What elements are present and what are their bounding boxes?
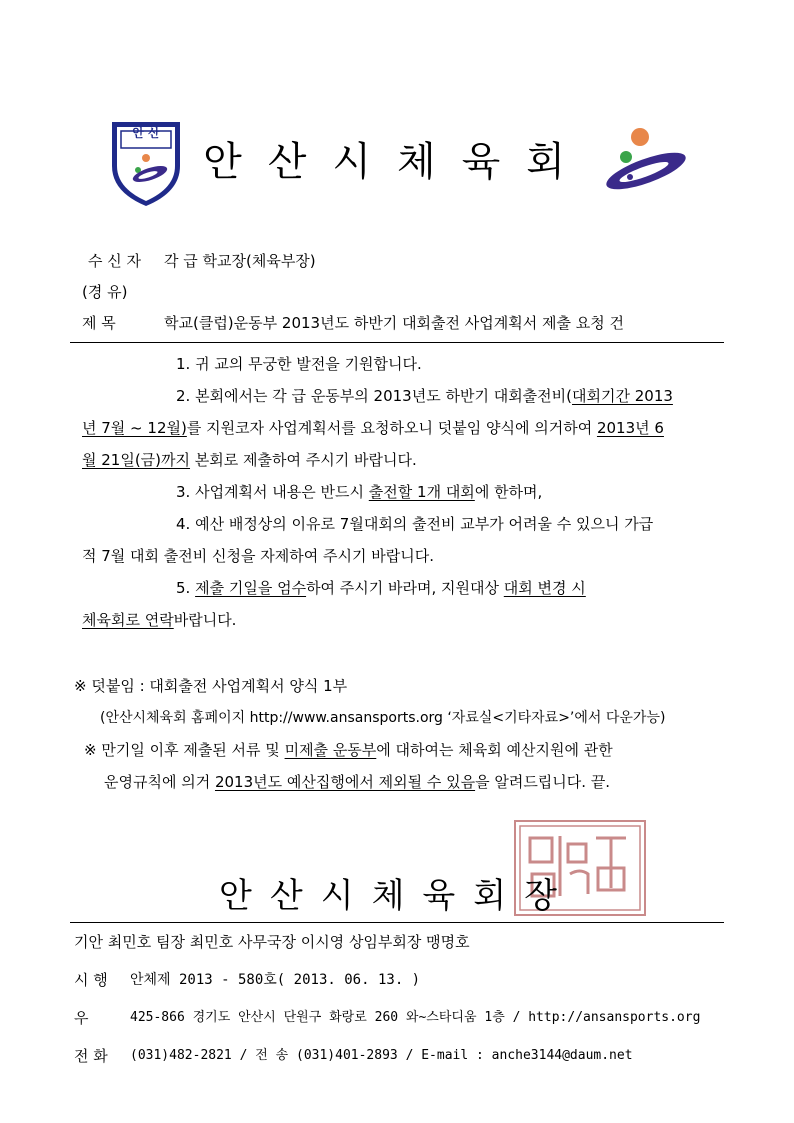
signature-title: 안산시체육회장 [219,876,575,916]
recipient: 각 급 학교장(체육부장) [164,252,316,270]
recipient-label: 수 신 자 [88,252,142,270]
p5-text-c: 바랍니다. [173,611,237,629]
p2-text-a: 2. 본회에서는 각 급 운동부의 2013년도 하반기 대회출전비( [176,387,573,405]
paragraph-2-line-3 [82,450,417,470]
p2-text-c: 본회로 제출하여 주시기 바랍니다. [190,451,417,469]
header-divider [70,342,724,343]
paragraph-1: 1. 귀 교의 무궁한 발전을 기원합니다. [176,355,422,373]
note2-underline: 2013년도 예산집행에서 제외될 수 있음 [214,773,476,791]
paragraph-4-line-1: 4. 예산 배정상의 이유로 7월대회의 출전비 교부가 어려울 수 있으니 가급 [176,515,654,533]
p5-underline-1: 제출 기일을 엄수 [195,579,307,597]
paragraph-3 [176,482,542,502]
p2-underline-1b: 년 7월 ~ 12월) [82,419,187,437]
note2-text-b: 을 알려드립니다. 끝. [475,773,611,791]
p3-text-b: 에 한하며, [474,483,543,501]
attachment-download-note: (안산시체육회 홈페이지 http://www.ansansports.org ‘자료실<기타자료>’에서 다운가능) [100,710,666,726]
note-underline: 미제출 운동부 [284,741,377,759]
paragraph-5-line-1 [176,578,586,598]
p5-text-b: 하여 주시기 바라며, 지원대상 [306,579,504,597]
address-value: 425-866 경기도 안산시 단원구 화랑로 260 와~스타디움 1층 / http://ansansports.org [130,1010,701,1025]
subject: 학교(클럽)운동부 2013년도 하반기 대회출전 사업계획서 제출 요청 건 [164,314,624,332]
paragraph-5-line-2 [82,610,236,630]
paragraph-2-line-1 [176,386,673,406]
p3-underline: 출전할 1개 대회 [368,483,475,501]
p2-underline-2: 2013년 6 [596,419,664,437]
phone-value: (031)482-2821 / 전 송 (031)401-2893 / E-mail : anche3144@daum.net [130,1048,633,1063]
paragraph-4-line-2: 적 7월 대회 출전비 신청을 자제하여 주시기 바랍니다. [82,547,434,565]
p2-text-b: 를 지원코자 사업계획서를 요청하오니 덧붙임 양식에 의거하여 [186,419,597,437]
p2-underline-2b: 월 21일(금)까지 [82,451,191,469]
exec-value: 안체제 2013 - 580호( 2013. 06. 13. ) [130,972,421,988]
p2-underline-1: 대회기간 2013 [572,387,673,405]
p5-underline-2: 대회 변경 시 [503,579,586,597]
paragraph-2-line-2 [82,418,664,438]
via-label: (경 유) [82,283,128,301]
attachment-line: ※ 덧붙임 : 대회출전 사업계획서 양식 1부 [74,677,348,695]
deadline-note-line-2 [104,772,610,792]
p3-text-a: 3. 사업계획서 내용은 반드시 [176,483,369,501]
phone-label: 전 화 [74,1047,108,1065]
right-emblem-logo [598,125,688,195]
address-label: 우 [74,1009,89,1027]
note-text-b: 에 대하여는 체육회 예산지원에 관한 [376,741,613,759]
note-text-a: ※ 만기일 이후 제출된 서류 및 [84,741,285,759]
exec-label: 시 행 [74,971,108,989]
signature-divider [70,922,724,923]
p5-underline-3: 체육회로 연락 [82,611,174,629]
subject-label: 제 목 [82,314,116,332]
deadline-note-line-1 [84,740,613,760]
logo-text: 안 산 [132,126,160,140]
approval-line: 기안 최민호 팀장 최민호 사무국장 이시영 상임부회장 맹명호 [74,933,470,951]
p5-text-a: 5. [176,579,196,597]
note2-text-a: 운영규칙에 의거 [104,773,215,791]
page-title: 안산시체육회 [203,139,591,185]
